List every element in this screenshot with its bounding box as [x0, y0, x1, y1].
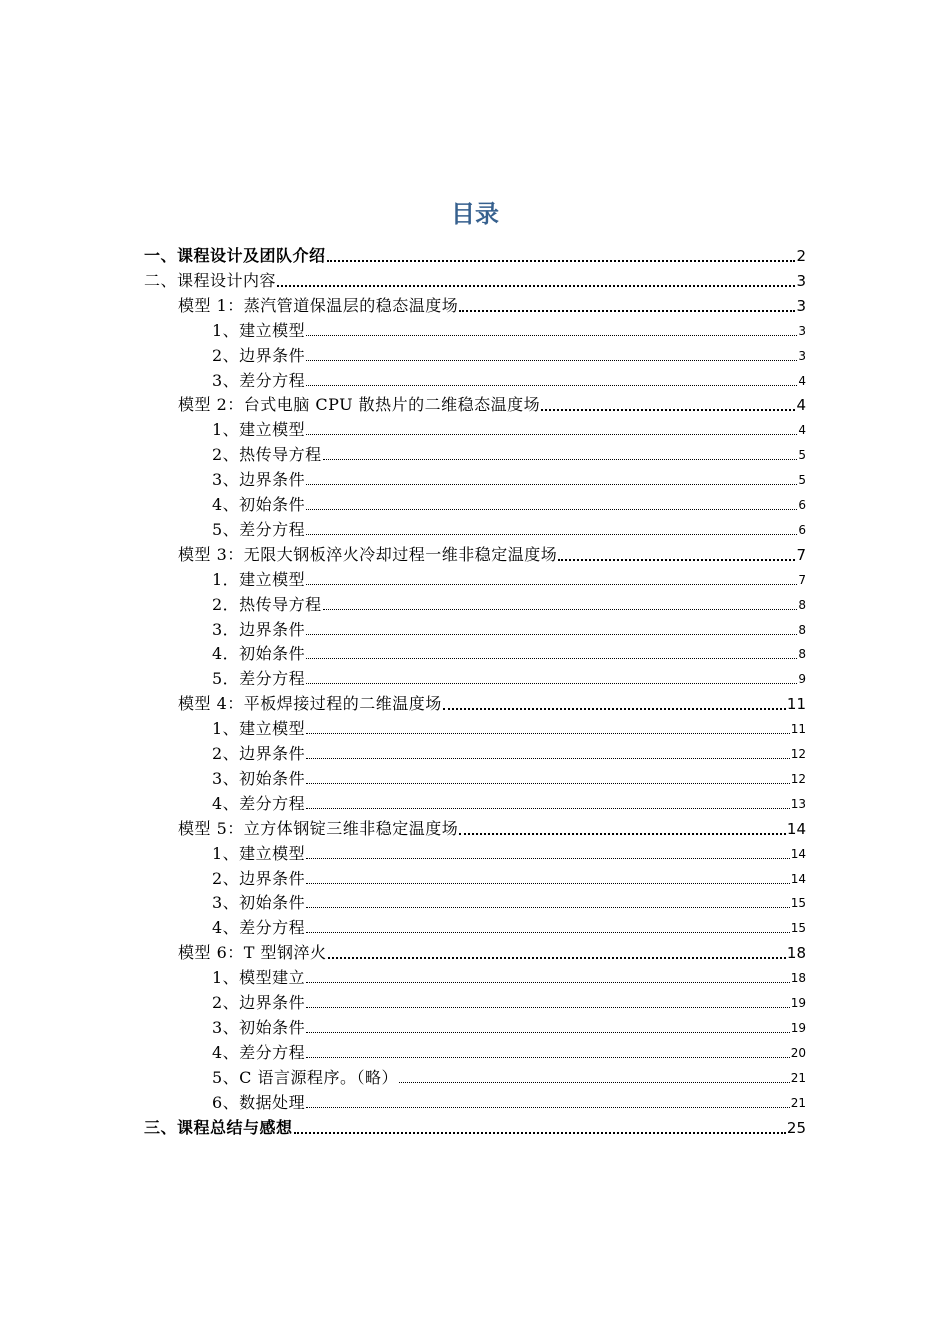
toc-entry-label: 二、课程设计内容	[144, 270, 277, 290]
dot-leader	[306, 620, 797, 640]
toc-entry[interactable]	[178, 390, 806, 415]
toc-entry[interactable]	[212, 366, 806, 391]
toc-entry[interactable]	[178, 291, 806, 316]
toc-entry-page-number: 18	[790, 971, 806, 986]
toc-entry[interactable]	[212, 764, 806, 789]
dot-leader	[306, 321, 797, 341]
toc-entry-page-number: 11	[786, 695, 806, 714]
toc-entry-label: 2、边界条件	[212, 868, 306, 888]
toc-entry-label: 5、差分方程	[212, 519, 306, 539]
toc-entry-label: 1．建立模型	[212, 569, 306, 589]
toc-entry-label: 3、差分方程	[212, 370, 306, 390]
dot-leader	[306, 869, 790, 889]
toc-entry[interactable]	[212, 988, 806, 1013]
toc-entry-label: 模型 4：平板焊接过程的二维温度场	[178, 694, 442, 714]
dot-leader	[328, 943, 786, 963]
dot-leader	[294, 1118, 786, 1138]
toc-entry[interactable]	[212, 888, 806, 913]
dot-leader	[306, 470, 797, 490]
toc-entry-page-number: 2	[796, 247, 806, 265]
toc-entry[interactable]	[212, 615, 806, 640]
toc-entry-page-number: 5	[798, 448, 806, 463]
toc-entry-label: 模型 1：蒸汽管道保温层的稳态温度场	[178, 295, 459, 315]
toc-entry-page-number: 12	[790, 747, 806, 761]
dot-leader	[323, 595, 798, 615]
toc-entry-label: 6、数据处理	[212, 1092, 306, 1112]
toc-entry-page-number: 20	[790, 1045, 806, 1060]
toc-entry-page-number: 19	[790, 996, 806, 1010]
toc-entry-label: 2、热传导方程	[212, 445, 322, 465]
toc-entry-page-number: 14	[790, 871, 806, 886]
toc-entry[interactable]	[212, 465, 806, 490]
toc-entry[interactable]	[212, 714, 806, 739]
toc-entry-label: 4、差分方程	[212, 1042, 306, 1062]
toc-entry[interactable]	[144, 266, 806, 291]
toc-entry[interactable]	[212, 1088, 806, 1113]
toc-entry[interactable]	[144, 1113, 806, 1138]
toc-entry-label: 4．初始条件	[212, 644, 306, 664]
toc-entry[interactable]	[178, 814, 806, 839]
toc-entry[interactable]	[144, 241, 806, 266]
toc-entry-page-number: 21	[790, 1070, 806, 1085]
toc-entry-label: 模型 2：台式电脑 CPU 散热片的二维稳态温度场	[178, 395, 541, 415]
dot-leader	[306, 520, 797, 540]
toc-entry-page-number: 15	[790, 921, 806, 936]
toc-entry-page-number: 6	[798, 498, 806, 512]
toc-entry-page-number: 19	[790, 1020, 806, 1035]
toc-entry-label: 1、建立模型	[212, 420, 306, 440]
toc-entry-label: 3、初始条件	[212, 768, 306, 788]
dot-leader	[306, 1043, 790, 1063]
toc-entry-page-number: 8	[798, 647, 806, 662]
toc-entry-page-number: 4	[798, 423, 806, 438]
toc-entry[interactable]	[178, 540, 806, 565]
toc-entry-label: 3．边界条件	[212, 619, 306, 639]
toc-entry-page-number: 4	[798, 373, 806, 388]
toc-title: 目录	[451, 200, 499, 228]
toc-entry[interactable]	[212, 739, 806, 764]
toc-entry-page-number: 3	[796, 296, 806, 315]
toc-entry[interactable]	[212, 590, 806, 615]
dot-leader	[558, 545, 795, 565]
toc-entry-page-number: 3	[798, 323, 806, 338]
toc-entry[interactable]	[212, 1063, 806, 1088]
toc-entry[interactable]	[212, 913, 806, 938]
dot-leader	[541, 395, 795, 415]
toc-entry-label: 模型 3：无限大钢板淬火冷却过程一维非稳定温度场	[178, 544, 558, 564]
toc-entry-label: 1、建立模型	[212, 719, 306, 739]
toc-entry-page-number: 9	[798, 672, 806, 687]
toc-entry-page-number: 6	[798, 522, 806, 537]
toc-entry[interactable]	[212, 341, 806, 366]
toc-entry-page-number: 5	[798, 473, 806, 488]
toc-entry-label: 2．热传导方程	[212, 594, 322, 614]
dot-leader	[277, 271, 795, 291]
toc-entry[interactable]	[212, 789, 806, 814]
dot-leader	[306, 993, 790, 1013]
toc-entry[interactable]	[212, 415, 806, 440]
toc-entry[interactable]	[212, 490, 806, 515]
toc-entry-page-number: 3	[798, 348, 806, 363]
toc-entry[interactable]	[212, 565, 806, 590]
dot-leader	[306, 744, 790, 764]
toc-entry-label: 3、初始条件	[212, 893, 306, 913]
toc-entry-page-number: 7	[796, 545, 806, 564]
dot-leader	[306, 570, 797, 590]
toc-entry-page-number: 14	[786, 819, 806, 838]
toc-entry-label: 一、课程设计及团队介绍	[144, 246, 326, 265]
dot-leader	[306, 893, 790, 913]
dot-leader	[306, 968, 790, 988]
dot-leader	[306, 1093, 790, 1113]
toc-entry-page-number: 21	[790, 1095, 806, 1110]
toc-entry[interactable]	[212, 1013, 806, 1038]
toc-entry-label: 模型 5：立方体钢锭三维非稳定温度场	[178, 818, 459, 838]
toc-entry-page-number: 4	[796, 396, 806, 415]
toc-entry-label: 5、C 语言源程序。（略）	[212, 1067, 399, 1087]
toc-entry-page-number: 14	[790, 846, 806, 861]
toc-entry[interactable]	[212, 864, 806, 889]
dot-leader	[323, 445, 798, 465]
dot-leader	[306, 346, 797, 366]
toc-entry-label: 三、课程总结与感想	[144, 1117, 293, 1137]
dot-leader	[306, 1018, 790, 1038]
dot-leader	[306, 794, 790, 814]
toc-entry[interactable]	[212, 664, 806, 689]
toc-entry[interactable]	[212, 1038, 806, 1063]
dot-leader	[399, 1068, 790, 1088]
dot-leader	[306, 644, 797, 664]
dot-leader	[443, 694, 786, 714]
toc-entry-page-number: 18	[786, 944, 806, 963]
toc-entry-page-number: 12	[790, 771, 806, 786]
dot-leader	[306, 918, 790, 938]
dot-leader	[306, 495, 797, 515]
toc-entry[interactable]	[212, 639, 806, 664]
toc-entry[interactable]	[212, 515, 806, 540]
dot-leader	[306, 769, 790, 789]
toc-entry-label: 1、模型建立	[212, 968, 306, 988]
toc-entry[interactable]	[178, 689, 806, 714]
toc-entry-label: 模型 6：T 型钢淬火	[178, 943, 327, 963]
toc-entry-page-number: 15	[790, 896, 806, 911]
toc-entry[interactable]	[212, 440, 806, 465]
toc-entry-label: 2、边界条件	[212, 744, 306, 763]
dot-leader	[459, 296, 795, 316]
toc-entry-label: 2、边界条件	[212, 993, 306, 1012]
toc-entry-page-number: 8	[798, 622, 806, 637]
dot-leader	[306, 420, 797, 440]
toc-entry[interactable]	[212, 316, 806, 341]
toc-entry-label: 4、初始条件	[212, 495, 306, 514]
toc-entry-page-number: 11	[790, 722, 806, 737]
toc-entry-label: 4、差分方程	[212, 793, 306, 813]
toc-entry-label: 5．差分方程	[212, 669, 306, 689]
dot-leader	[306, 719, 790, 739]
dot-leader	[459, 819, 786, 839]
dot-leader	[327, 246, 796, 266]
toc-entry-label: 1、建立模型	[212, 320, 306, 340]
toc-entry-label: 4、差分方程	[212, 918, 306, 938]
toc-entry[interactable]	[178, 938, 806, 963]
dot-leader	[306, 669, 797, 689]
toc-entry-label: 2、边界条件	[212, 345, 306, 365]
dot-leader	[306, 844, 790, 864]
toc-entry[interactable]	[212, 963, 806, 988]
toc-entry-page-number: 3	[796, 271, 806, 290]
toc-entry-page-number: 13	[790, 796, 806, 811]
toc-entry-page-number: 7	[798, 572, 806, 587]
toc-entry-label: 3、边界条件	[212, 470, 306, 490]
toc-entry-label: 1、建立模型	[212, 843, 306, 863]
toc-entry-label: 3、初始条件	[212, 1017, 306, 1037]
toc-entry-page-number: 25	[786, 1118, 806, 1137]
toc-entry[interactable]	[212, 839, 806, 864]
dot-leader	[306, 371, 797, 391]
toc-entry-page-number: 8	[798, 597, 806, 612]
